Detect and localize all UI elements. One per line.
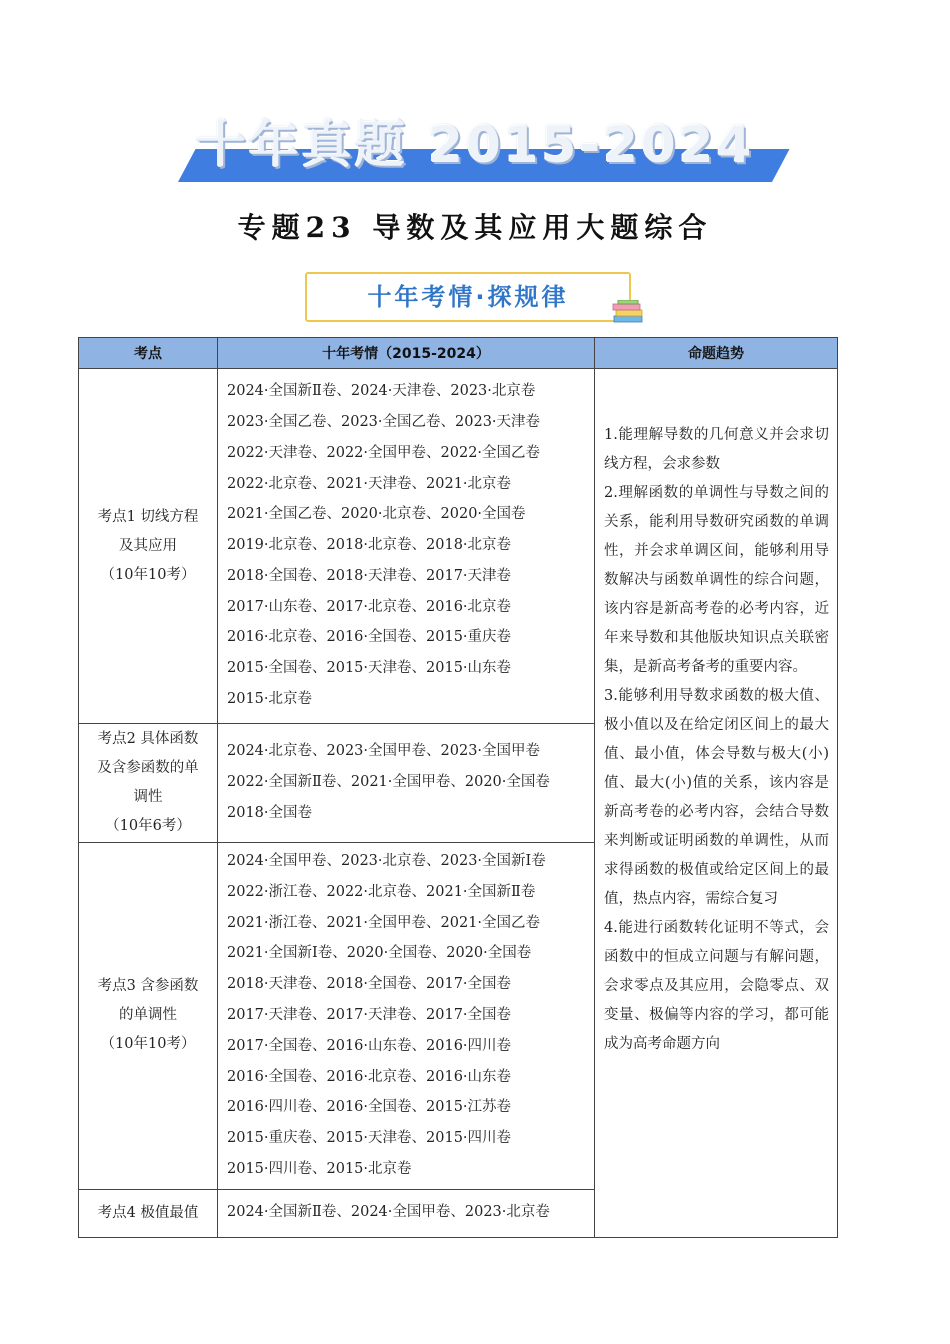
books-icon: [612, 300, 646, 324]
paper-line: 2015·四川卷、2015·北京卷: [227, 1160, 412, 1177]
paper-line: 2015·重庆卷、2015·天津卷、2015·四川卷: [227, 1130, 512, 1147]
kaodian-cell: [79, 724, 218, 843]
paper-line: 2017·山东卷、2017·北京卷、2016·北京卷: [227, 598, 512, 615]
paper-line: 2018·全国卷、2018·天津卷、2017·天津卷: [227, 567, 512, 584]
banner: [178, 112, 772, 184]
paper-line: 2015·北京卷: [227, 691, 313, 708]
paper-line: 2024·全国新Ⅱ卷、2024·天津卷、2023·北京卷: [227, 383, 536, 400]
banner-title: 十年真题 2015-2024: [195, 116, 755, 174]
paper-line: 2016·北京卷、2016·全国卷、2015·重庆卷: [227, 629, 512, 646]
kaodian-line: （10年10考）: [100, 566, 196, 583]
paper-line: 2022·浙江卷、2022·北京卷、2021·全国新Ⅱ卷: [227, 883, 536, 900]
paper-line: 2021·浙江卷、2021·全国甲卷、2021·全国乙卷: [227, 914, 541, 931]
topic-title: 专题23 导数及其应用大题综合: [237, 211, 713, 244]
trend-cell: [595, 369, 838, 1238]
paper-line: 2019·北京卷、2018·北京卷、2018·北京卷: [227, 537, 512, 554]
kaodian-line: 及含参函数的单: [97, 760, 199, 776]
papers-cell: [218, 724, 595, 843]
paper-line: 2021·全国新Ⅰ卷、2020·全国卷、2020·全国卷: [227, 945, 532, 962]
kaodian-cell: [79, 369, 218, 724]
kaodian-cell: [79, 1189, 218, 1237]
papers-cell: [218, 843, 595, 1190]
table-row: [79, 369, 838, 724]
header-papers: 十年考情（2015-2024）: [218, 338, 595, 369]
paper-line: 2016·四川卷、2016·全国卷、2015·江苏卷: [227, 1099, 512, 1116]
header-trend: 命题趋势: [595, 338, 838, 369]
paper-line: 2021·全国乙卷、2020·北京卷、2020·全国卷: [227, 506, 526, 523]
kaodian-line: 调性: [133, 789, 163, 805]
section-badge: [305, 272, 631, 322]
kaodian-line: 考点1 切线方程: [97, 508, 199, 525]
trend-paragraph: 1.能理解导数的几何意义并会求切线方程，会求参数: [604, 427, 829, 472]
paper-line: 2024·全国新Ⅱ卷、2024·全国甲卷、2023·北京卷: [227, 1204, 550, 1221]
table-header-row: [79, 338, 838, 369]
kaodian-line: 的单调性: [119, 1007, 177, 1024]
paper-line: 2017·天津卷、2017·天津卷、2017·全国卷: [227, 1006, 512, 1023]
paper-line: 2018·天津卷、2018·全国卷、2017·全国卷: [227, 976, 512, 993]
kaodian-line: （10年10考）: [100, 1036, 196, 1053]
trend-paragraph: 4.能进行函数转化证明不等式，会函数中的恒成立问题与有解问题，会求零点及其应用，会隐零点、双变量、极偏等内容的学习，都可能成为高考命题方向: [604, 920, 829, 1052]
paper-line: 2022·北京卷、2021·天津卷、2021·北京卷: [227, 475, 512, 492]
paper-line: 2023·全国乙卷、2023·全国乙卷、2023·天津卷: [227, 413, 541, 430]
kaodian-line: 考点4 极值最值: [97, 1204, 199, 1221]
paper-line: 2015·全国卷、2015·天津卷、2015·山东卷: [227, 660, 512, 677]
paper-line: 2018·全国卷: [227, 804, 313, 821]
paper-line: 2022·全国新Ⅱ卷、2021·全国甲卷、2020·全国卷: [227, 774, 550, 791]
kaodian-line: 考点3 含参函数: [97, 978, 199, 995]
kaodian-line: 及其应用: [119, 537, 177, 554]
header-kaodian: 考点: [79, 338, 218, 369]
exam-table: [78, 337, 838, 1238]
kaodian-line: 考点2 具体函数: [97, 731, 199, 747]
paper-line: 2024·全国甲卷、2023·北京卷、2023·全国新Ⅰ卷: [227, 853, 546, 869]
papers-cell: [218, 369, 595, 724]
badge-label: 十年考情·探规律: [367, 283, 569, 311]
kaodian-cell: [79, 843, 218, 1190]
paper-line: 2016·全国卷、2016·北京卷、2016·山东卷: [227, 1068, 512, 1085]
trend-paragraph: 2.理解函数的单调性与导数之间的关系，能利用导数研究函数的单调性，并会求单调区间，能够利用导数解决与函数单调性的综合问题，该内容是新高考卷的必考内容，近年来导数和其他版块知识点关联密集，是新高考备考的重要内容。: [604, 485, 829, 675]
trend-paragraph: 3.能够利用导数求函数的极大值、极小值以及在给定闭区间上的最大值、最小值，体会导数与极大(小)值、最大(小)值的关系，该内容是新高考卷的必考内容，会结合导数来判断或证明函数的单调性，从而求得函数的极值或给定区间上的最值，热点内容，需综合复习: [604, 688, 829, 907]
paper-line: 2022·天津卷、2022·全国甲卷、2022·全国乙卷: [227, 444, 541, 461]
kaodian-line: （10年6考）: [105, 818, 191, 834]
paper-line: 2024·北京卷、2023·全国甲卷、2023·全国甲卷: [227, 743, 541, 760]
papers-cell: [218, 1189, 595, 1237]
paper-line: 2017·全国卷、2016·山东卷、2016·四川卷: [227, 1037, 512, 1054]
